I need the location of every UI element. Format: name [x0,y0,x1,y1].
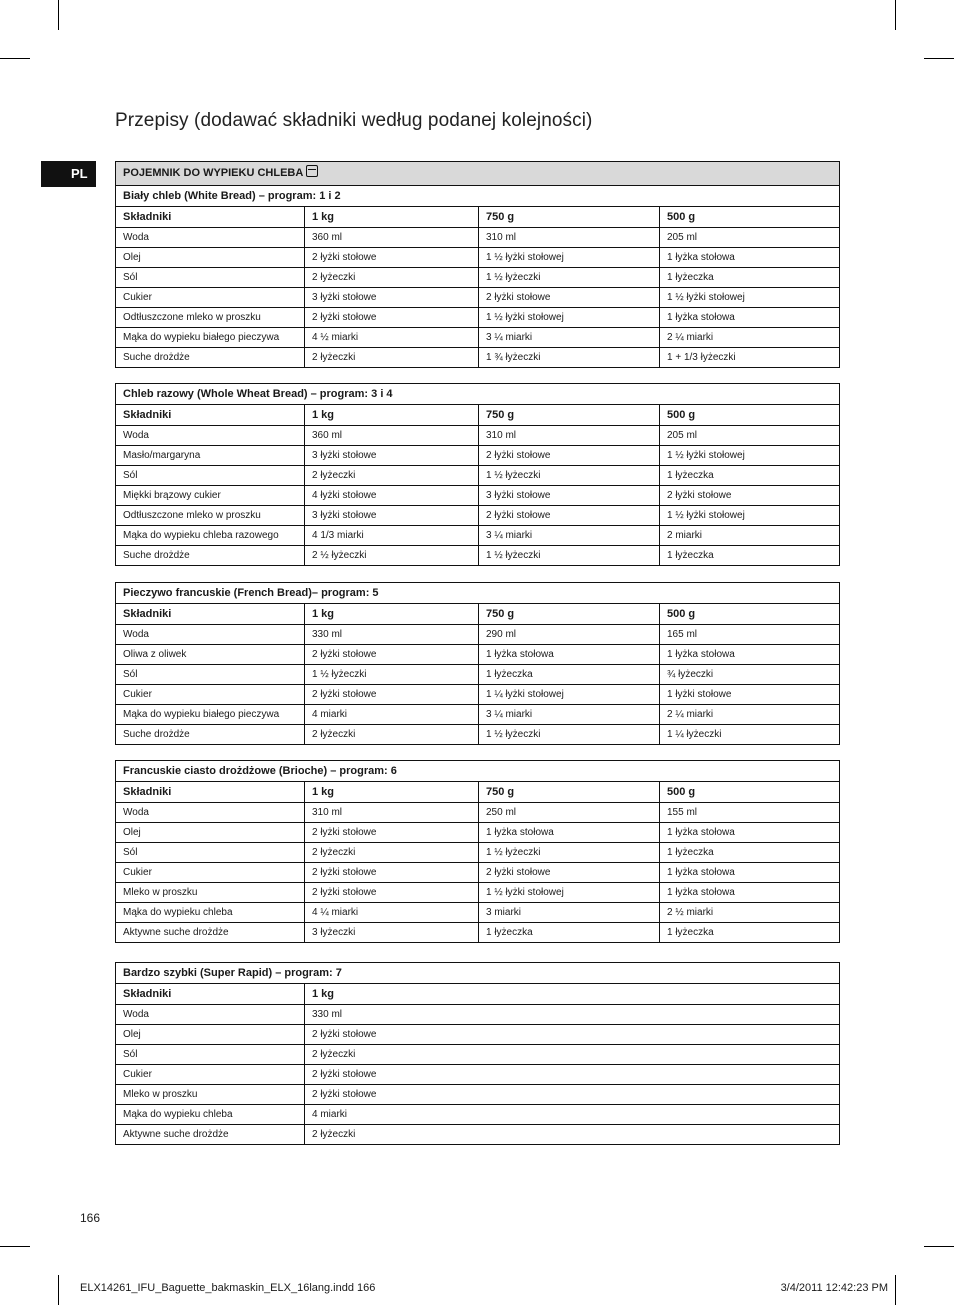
ingredient-name: Sól [116,843,305,863]
ingredient-amount: 1 ½ łyżeczki [479,843,660,863]
table-title-row [116,761,840,782]
column-header: Składniki [116,207,305,228]
table-title-row [116,963,840,984]
table-row [116,526,840,546]
ingredient-amount: 2 łyżki stołowe [305,308,479,328]
ingredient-amount: 165 ml [660,625,840,645]
ingredient-name: Odtłuszczone mleko w proszku [116,308,305,328]
ingredient-name: Suche drożdże [116,348,305,368]
ingredient-amount: 310 ml [479,426,660,446]
ingredient-name: Cukier [116,288,305,308]
table-row [116,308,840,328]
ingredient-amount: 1 łyżka stołowa [660,883,840,903]
ingredient-name: Mąka do wypieku białego pieczywa [116,705,305,725]
ingredient-amount: 1 łyżka stołowa [660,248,840,268]
ingredient-amount: 4 ¼ miarki [305,903,479,923]
ingredient-amount: 1 ¾ łyżeczki [479,348,660,368]
footer-file-info: ELX14261_IFU_Baguette_bakmaskin_ELX_16lang.indd 166 [80,1282,376,1294]
ingredient-amount: 2 łyżki stołowe [305,863,479,883]
column-header: 500 g [660,207,840,228]
crop-mark [0,58,30,59]
ingredient-name: Suche drożdże [116,546,305,566]
ingredient-amount: 2 łyżki stołowe [305,1025,840,1045]
ingredient-amount: ¾ łyżeczki [660,665,840,685]
table-row [116,1025,840,1045]
recipe-title: Biały chleb (White Bread) – program: 1 i 2 [116,186,840,207]
column-header: 750 g [479,405,660,426]
ingredient-amount: 1 łyżeczka [660,268,840,288]
ingredient-amount: 1 łyżeczka [660,546,840,566]
table-row [116,446,840,466]
table-row [116,665,840,685]
table-row [116,1085,840,1105]
column-header: 500 g [660,405,840,426]
ingredient-name: Sól [116,466,305,486]
ingredient-name: Woda [116,625,305,645]
column-header: Składniki [116,984,305,1005]
crop-mark [924,1246,954,1247]
ingredient-amount: 330 ml [305,1005,840,1025]
ingredient-amount: 310 ml [479,228,660,248]
ingredient-amount: 2 ¼ miarki [660,328,840,348]
banner-label: POJEMNIK DO WYPIEKU CHLEBA [123,167,304,179]
ingredient-amount: 3 ¼ miarki [479,705,660,725]
ingredient-name: Oliwa z oliwek [116,645,305,665]
ingredient-amount: 2 łyżeczki [305,1045,840,1065]
ingredient-amount: 1 ½ łyżki stołowej [479,248,660,268]
ingredient-amount: 1 łyżki stołowe [660,685,840,705]
ingredient-name: Mąka do wypieku chleba razowego [116,526,305,546]
ingredient-name: Woda [116,1005,305,1025]
ingredient-amount: 2 łyżki stołowe [660,486,840,506]
ingredient-amount: 4 1/3 miarki [305,526,479,546]
ingredient-amount: 2 ½ łyżeczki [305,546,479,566]
ingredient-name: Olej [116,248,305,268]
ingredient-amount: 205 ml [660,426,840,446]
ingredient-amount: 1 łyżka stołowa [479,645,660,665]
ingredient-amount: 2 łyżki stołowe [305,645,479,665]
table-row [116,288,840,308]
table-row [116,546,840,566]
ingredient-amount: 1 łyżka stołowa [660,823,840,843]
recipe-title: Pieczywo francuskie (French Bread)– program: 5 [116,583,840,604]
recipe-table [115,383,840,566]
ingredient-amount: 4 miarki [305,705,479,725]
ingredient-amount: 330 ml [305,625,479,645]
ingredient-amount: 310 ml [305,803,479,823]
ingredient-amount: 3 miarki [479,903,660,923]
ingredient-amount: 1 ½ łyżeczki [479,546,660,566]
ingredient-amount: 2 ½ miarki [660,903,840,923]
ingredient-amount: 2 łyżki stołowe [479,446,660,466]
ingredient-name: Woda [116,426,305,446]
recipe-title: Chleb razowy (Whole Wheat Bread) – program: 3 i 4 [116,384,840,405]
page-number: 166 [80,1211,101,1225]
table-row [116,705,840,725]
crop-mark [0,1246,30,1247]
ingredient-amount: 1 łyżeczka [479,665,660,685]
table-row [116,903,840,923]
table-row [116,725,840,745]
ingredient-name: Cukier [116,685,305,705]
table-header-row [116,984,840,1005]
ingredient-amount: 1 ½ łyżki stołowej [479,883,660,903]
ingredient-amount: 1 + 1/3 łyżeczki [660,348,840,368]
ingredient-amount: 2 łyżki stołowe [479,288,660,308]
ingredient-name: Cukier [116,863,305,883]
table-row [116,1005,840,1025]
ingredient-name: Sól [116,1045,305,1065]
table-row [116,228,840,248]
ingredient-name: Sól [116,268,305,288]
bread-pan-banner [116,162,840,186]
page-title: Przepisy (dodawać składniki według podanej kolejności) [115,110,593,131]
ingredient-amount: 1 łyżka stołowa [660,308,840,328]
table-row [116,466,840,486]
ingredient-name: Odtłuszczone mleko w proszku [116,506,305,526]
ingredient-amount: 250 ml [479,803,660,823]
column-header: 1 kg [305,207,479,228]
table-title-row [116,186,840,207]
column-header: 500 g [660,604,840,625]
ingredient-amount: 1 ½ łyżki stołowej [660,288,840,308]
column-header: 1 kg [305,782,479,803]
crop-mark [58,0,59,30]
crop-mark [895,1275,896,1305]
ingredient-name: Aktywne suche drożdże [116,923,305,943]
ingredient-name: Masło/margaryna [116,446,305,466]
ingredient-amount: 1 ½ łyżki stołowej [660,446,840,466]
ingredient-amount: 2 łyżki stołowe [305,685,479,705]
ingredient-amount: 155 ml [660,803,840,823]
ingredient-amount: 2 ¼ miarki [660,705,840,725]
table-banner-row [116,162,840,186]
recipe-table [115,760,840,943]
ingredient-amount: 2 łyżeczki [305,843,479,863]
ingredient-amount: 2 łyżki stołowe [305,883,479,903]
ingredient-name: Aktywne suche drożdże [116,1125,305,1145]
ingredient-amount: 1 ½ łyżeczki [479,466,660,486]
footer-timestamp: 3/4/2011 12:42:23 PM [780,1282,888,1294]
column-header: 750 g [479,604,660,625]
table-row [116,1065,840,1085]
ingredient-amount: 2 łyżeczki [305,466,479,486]
column-header: 500 g [660,782,840,803]
bread-pan-icon [306,165,318,177]
ingredient-name: Olej [116,1025,305,1045]
ingredient-amount: 1 ½ łyżeczki [479,268,660,288]
ingredient-name: Sól [116,665,305,685]
ingredient-amount: 3 łyżeczki [305,923,479,943]
ingredient-amount: 1 łyżka stołowa [479,823,660,843]
ingredient-amount: 4 miarki [305,1105,840,1125]
ingredient-amount: 1 ½ łyżki stołowej [479,308,660,328]
table-row [116,506,840,526]
ingredient-amount: 2 miarki [660,526,840,546]
table-row [116,863,840,883]
ingredient-amount: 3 ¼ miarki [479,526,660,546]
ingredient-amount: 1 ¼ łyżki stołowej [479,685,660,705]
ingredient-name: Miękki brązowy cukier [116,486,305,506]
recipe-table [115,161,840,368]
column-header: 750 g [479,782,660,803]
table-row [116,248,840,268]
table-header-row [116,604,840,625]
table-row [116,486,840,506]
column-header: Składniki [116,604,305,625]
table-row [116,843,840,863]
ingredient-name: Olej [116,823,305,843]
ingredient-amount: 4 ½ miarki [305,328,479,348]
table-title-row [116,583,840,604]
ingredient-amount: 2 łyżeczki [305,268,479,288]
table-row [116,685,840,705]
table-row [116,268,840,288]
crop-mark [924,58,954,59]
ingredient-amount: 1 łyżeczka [660,923,840,943]
table-header-row [116,207,840,228]
column-header: Składniki [116,782,305,803]
ingredient-amount: 3 łyżki stołowe [305,506,479,526]
ingredient-amount: 1 łyżeczka [479,923,660,943]
ingredient-amount: 3 łyżki stołowe [305,288,479,308]
ingredient-amount: 1 ½ łyżki stołowej [660,506,840,526]
table-header-row [116,782,840,803]
table-row [116,923,840,943]
ingredient-amount: 1 ½ łyżeczki [479,725,660,745]
crop-mark [895,0,896,30]
table-row [116,426,840,446]
ingredient-amount: 1 łyżka stołowa [660,645,840,665]
ingredient-name: Suche drożdże [116,725,305,745]
ingredient-name: Woda [116,228,305,248]
ingredient-amount: 2 łyżki stołowe [305,823,479,843]
ingredient-name: Mąka do wypieku chleba [116,903,305,923]
ingredient-name: Woda [116,803,305,823]
ingredient-amount: 3 ¼ miarki [479,328,660,348]
ingredient-amount: 2 łyżeczki [305,725,479,745]
table-row [116,803,840,823]
ingredient-name: Mąka do wypieku białego pieczywa [116,328,305,348]
column-header: 1 kg [305,984,840,1005]
recipe-table [115,962,840,1145]
table-row [116,1125,840,1145]
table-row [116,645,840,665]
ingredient-name: Mleko w proszku [116,1085,305,1105]
ingredient-amount: 205 ml [660,228,840,248]
ingredient-name: Mąka do wypieku chleba [116,1105,305,1125]
ingredient-amount: 2 łyżeczki [305,1125,840,1145]
table-header-row [116,405,840,426]
ingredient-amount: 1 łyżka stołowa [660,863,840,883]
ingredient-amount: 1 ¼ łyżeczki [660,725,840,745]
table-row [116,883,840,903]
ingredient-amount: 290 ml [479,625,660,645]
ingredient-amount: 1 ½ łyżeczki [305,665,479,685]
ingredient-amount: 4 łyżki stołowe [305,486,479,506]
recipe-title: Bardzo szybki (Super Rapid) – program: 7 [116,963,840,984]
language-tab: PL [41,161,96,187]
recipe-title: Francuskie ciasto drożdżowe (Brioche) – program: 6 [116,761,840,782]
ingredient-amount: 360 ml [305,228,479,248]
recipe-table [115,582,840,745]
ingredient-amount: 2 łyżki stołowe [305,1085,840,1105]
ingredient-amount: 2 łyżki stołowe [305,1065,840,1085]
ingredient-amount: 2 łyżeczki [305,348,479,368]
ingredient-amount: 2 łyżki stołowe [305,248,479,268]
ingredient-amount: 2 łyżki stołowe [479,863,660,883]
table-row [116,1105,840,1125]
ingredient-name: Mleko w proszku [116,883,305,903]
table-row [116,348,840,368]
ingredient-amount: 2 łyżki stołowe [479,506,660,526]
column-header: 1 kg [305,405,479,426]
table-title-row [116,384,840,405]
ingredient-amount: 360 ml [305,426,479,446]
table-row [116,1045,840,1065]
ingredient-amount: 3 łyżki stołowe [305,446,479,466]
crop-mark [58,1275,59,1305]
ingredient-amount: 3 łyżki stołowe [479,486,660,506]
column-header: 1 kg [305,604,479,625]
ingredient-amount: 1 łyżeczka [660,466,840,486]
table-row [116,328,840,348]
ingredient-name: Cukier [116,1065,305,1085]
column-header: 750 g [479,207,660,228]
table-row [116,625,840,645]
table-row [116,823,840,843]
column-header: Składniki [116,405,305,426]
ingredient-amount: 1 łyżeczka [660,843,840,863]
